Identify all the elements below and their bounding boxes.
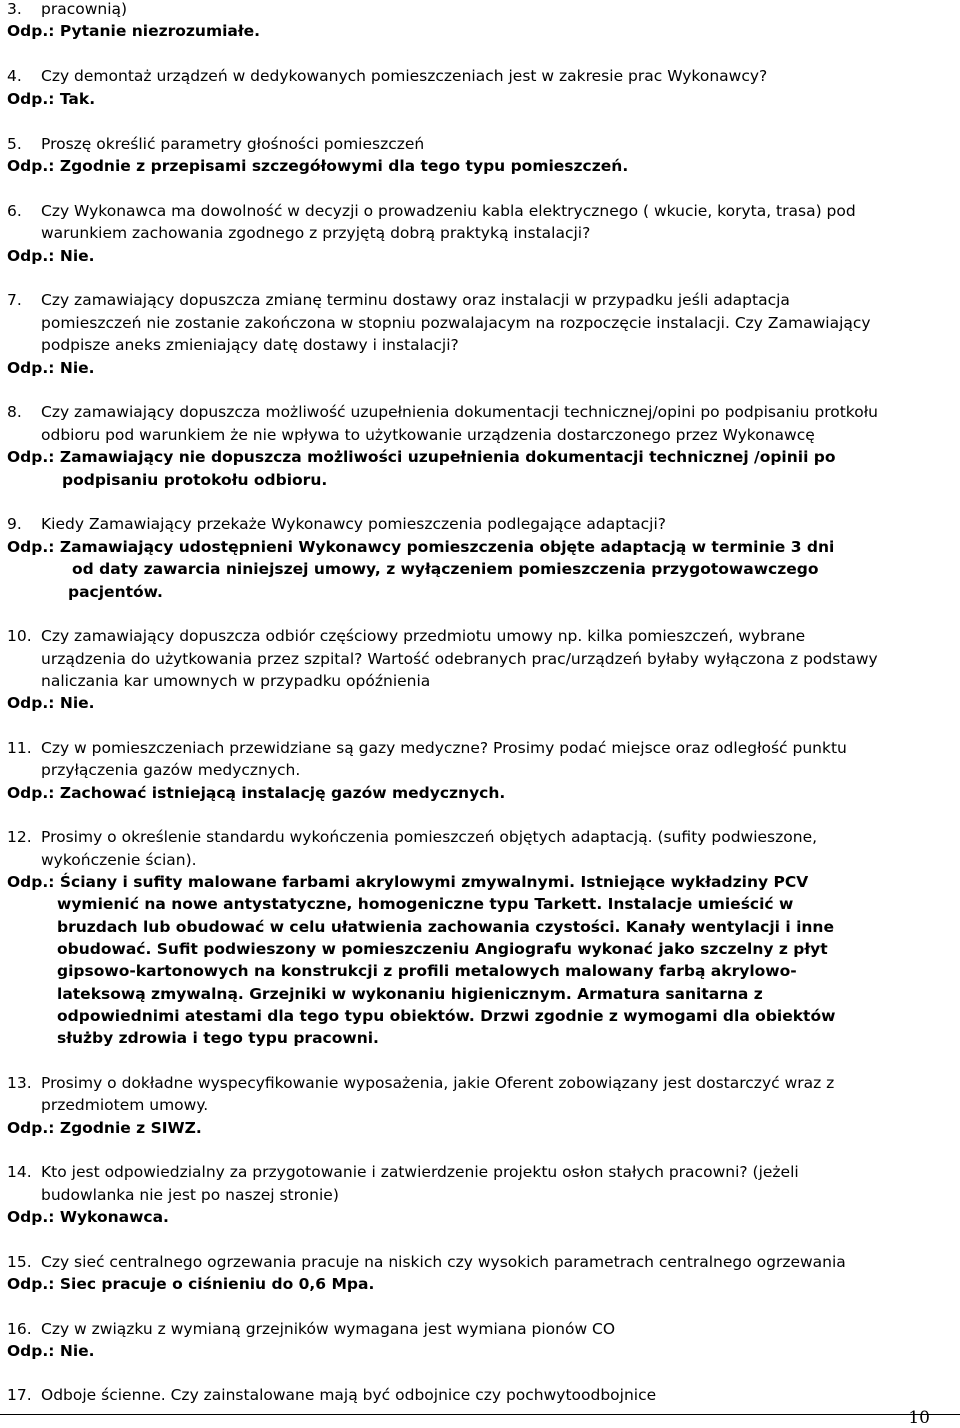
question-line: podpisze aneks zmieniający datę dostawy i instalacji? bbox=[41, 336, 459, 354]
answer-line: Odp.: Nie. bbox=[7, 694, 95, 712]
question-line: naliczania kar umownych w przypadku opóźnienia bbox=[41, 672, 431, 690]
answer-line: Odp.: Nie. bbox=[7, 1342, 95, 1360]
question-line: Czy demontaż urządzeń w dedykowanych pomieszczeniach jest w zakresie prac Wykonawcy? bbox=[41, 67, 768, 85]
question-line: urządzenia do użytkowania przez szpital? Wartość odebranych prac/urządzeń byłaby wyłączona z podstawy bbox=[41, 650, 878, 668]
item-number: 6. bbox=[7, 202, 22, 220]
question-line: Kto jest odpowiedzialny za przygotowanie i zatwierdzenie projektu osłon stałych pracowni? (jeżeli bbox=[41, 1163, 799, 1181]
item-number: 7. bbox=[7, 291, 22, 309]
item-number: 16. bbox=[7, 1320, 32, 1338]
item-number: 5. bbox=[7, 135, 22, 153]
question-line: Proszę określić parametry głośności pomieszczeń bbox=[41, 135, 425, 153]
answer-line: Odp.: Wykonawca. bbox=[7, 1208, 169, 1226]
answer-line: pacjentów. bbox=[68, 583, 163, 601]
question-line: wykończenie ścian). bbox=[41, 851, 197, 869]
page-number: 10 bbox=[908, 1408, 930, 1428]
answer-line: Odp.: Ściany i sufity malowane farbami akrylowymi zmywalnymi. Istniejące wykładziny PCV bbox=[7, 873, 809, 891]
question-line: Czy sieć centralnego ogrzewania pracuje na niskich czy wysokich parametrach centralnego ogrzewania bbox=[41, 1253, 846, 1271]
item-number: 8. bbox=[7, 403, 22, 421]
answer-line: Odp.: Zamawiający nie dopuszcza możliwości uzupełnienia dokumentacji technicznej /opinii po bbox=[7, 448, 836, 466]
answer-line: podpisaniu protokołu odbioru. bbox=[62, 471, 328, 489]
answer-line: Odp.: Siec pracuje o ciśnieniu do 0,6 Mpa. bbox=[7, 1275, 375, 1293]
item-number: 10. bbox=[7, 627, 32, 645]
answer-line: odpowiednimi atestami dla tego typu obiektów. Drzwi zgodnie z wymogami dla obiektów bbox=[57, 1007, 836, 1025]
footer-divider bbox=[0, 1414, 960, 1415]
answer-line: Odp.: Zgodnie z przepisami szczegółowymi dla tego typu pomieszczeń. bbox=[7, 157, 629, 175]
item-number: 11. bbox=[7, 739, 32, 757]
question-line: odbioru pod warunkiem że nie wpływa to użytkowanie urządzenia dostarczonego przez Wykonawcę bbox=[41, 426, 815, 444]
answer-line: lateksową zmywalną. Grzejniki w wykonaniu higienicznym. Armatura sanitarna z bbox=[57, 985, 763, 1003]
answer-line: bruzdach lub obudować w celu ułatwienia zachowania czystości. Kanały wentylacji i inne bbox=[57, 918, 834, 936]
question-line: Odboje ścienne. Czy zainstalowane mają być odbojnice czy pochwytoodbojnice bbox=[41, 1386, 657, 1404]
answer-line: Odp.: Zgodnie z SIWZ. bbox=[7, 1119, 202, 1137]
answer-line: Odp.: Nie. bbox=[7, 247, 95, 265]
answer-line: Odp.: Nie. bbox=[7, 359, 95, 377]
answer-line: Odp.: Zamawiający udostępnieni Wykonawcy pomieszczenia objęte adaptacją w terminie 3 dni bbox=[7, 538, 835, 556]
question-line: Prosimy o określenie standardu wykończenia pomieszczeń objętych adaptacją. (sufity podwieszone, bbox=[41, 828, 818, 846]
item-number: 9. bbox=[7, 515, 22, 533]
question-line: budowlanka nie jest po naszej stronie) bbox=[41, 1186, 339, 1204]
item-number: 13. bbox=[7, 1074, 32, 1092]
question-line: przyłączenia gazów medycznych. bbox=[41, 761, 301, 779]
item-number: 3. bbox=[7, 0, 22, 18]
question-line: Kiedy Zamawiający przekaże Wykonawcy pomieszczenia podlegające adaptacji? bbox=[41, 515, 666, 533]
answer-line: Odp.: Zachować istniejącą instalację gazów medycznych. bbox=[7, 784, 506, 802]
question-line: przedmiotem umowy. bbox=[41, 1096, 209, 1114]
question-line: Czy Wykonawca ma dowolność w decyzji o prowadzeniu kabla elektrycznego ( wkucie, koryta, trasa) pod bbox=[41, 202, 856, 220]
question-line: warunkiem zachowania zgodnego z przyjętą dobrą praktyką instalacji? bbox=[41, 224, 591, 242]
item-number: 12. bbox=[7, 828, 32, 846]
answer-line: służby zdrowia i tego typu pracowni. bbox=[57, 1029, 379, 1047]
answer-line: obudować. Sufit podwieszony w pomieszczeniu Angiografu wykonać jako szczelny z płyt bbox=[57, 940, 828, 958]
item-number: 17. bbox=[7, 1386, 32, 1404]
question-line: Czy w związku z wymianą grzejników wymagana jest wymiana pionów CO bbox=[41, 1320, 616, 1338]
question-line: Czy zamawiający dopuszcza możliwość uzupełnienia dokumentacji technicznej/opini po podpisaniu protkołu bbox=[41, 403, 878, 421]
question-line: Czy w pomieszczeniach przewidziane są gazy medyczne? Prosimy podać miejsce oraz odległość punktu bbox=[41, 739, 847, 757]
question-line: pracownią) bbox=[41, 0, 128, 18]
answer-line: od daty zawarcia niniejszej umowy, z wyłączeniem pomieszczenia przygotowawczego bbox=[72, 560, 819, 578]
item-number: 4. bbox=[7, 67, 22, 85]
item-number: 15. bbox=[7, 1253, 32, 1271]
question-line: Czy zamawiający dopuszcza zmianę terminu dostawy oraz instalacji w przypadku jeśli adaptacja bbox=[41, 291, 790, 309]
question-line: Czy zamawiający dopuszcza odbiór częściowy przedmiotu umowy np. kilka pomieszczeń, wybrane bbox=[41, 627, 806, 645]
question-line: pomieszczeń nie zostanie zakończona w stopniu pozwalajacym na rozpoczęcie instalacji. Czy Zamawiający bbox=[41, 314, 871, 332]
answer-line: wymienić na nowe antystatyczne, homogeniczne typu Tarkett. Instalacje umieścić w bbox=[57, 895, 794, 913]
answer-line: Odp.: Tak. bbox=[7, 90, 96, 108]
question-line: Prosimy o dokładne wyspecyfikowanie wyposażenia, jakie Oferent zobowiązany jest dostarczyć wraz z bbox=[41, 1074, 835, 1092]
answer-line: Odp.: Pytanie niezrozumiałe. bbox=[7, 22, 261, 40]
item-number: 14. bbox=[7, 1163, 32, 1181]
answer-line: gipsowo-kartonowych na konstrukcji z profili metalowych malowany farbą akrylowo- bbox=[57, 962, 797, 980]
